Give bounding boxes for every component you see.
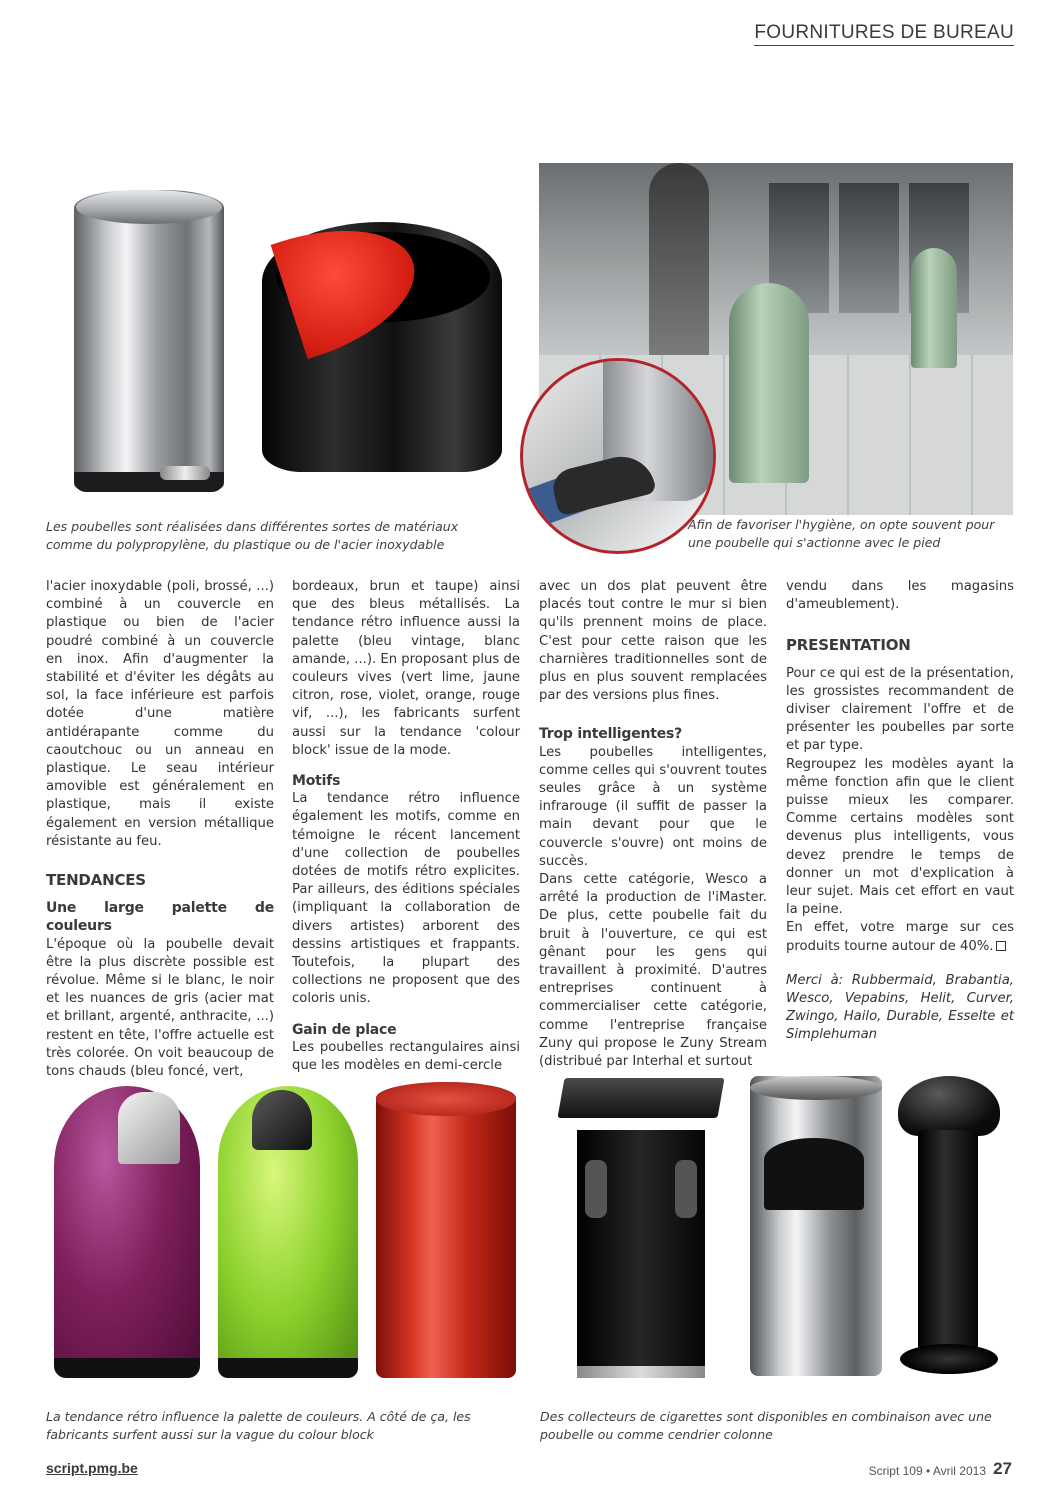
green-dome-bin: [729, 283, 809, 483]
column-ashtray-head: [898, 1076, 1000, 1136]
steel-bin-pedal: [160, 466, 210, 480]
footer-website-link[interactable]: script.pmg.be: [46, 1460, 138, 1476]
paragraph-final: [786, 919, 1014, 955]
walking-person: [649, 163, 709, 363]
purple-bin-flap: [118, 1092, 180, 1164]
steel-bin-rim: [750, 1076, 882, 1100]
subheading-gain-de-place: Gain de place: [292, 1021, 397, 1038]
subheading-motifs: Motifs: [292, 773, 341, 790]
steel-bin-opening: [764, 1138, 864, 1210]
steel-bin-lid: [76, 190, 222, 224]
black-ashtray-roof: [557, 1078, 724, 1118]
caption-hygiene: Afin de favoriser l'hygiène, on opte souvent pour une poubelle qui s'actionne avec le pied: [688, 517, 995, 550]
column-ashtray: [918, 1130, 978, 1354]
subheading-palette: Une large palette de couleurs: [46, 900, 274, 935]
green-dome-bin-far: [911, 248, 957, 368]
paragraph: Regroupez les modèles ayant la même fonction afin que le client puisse mieux les comparer. Comme certains modèles sont devenus plus intelligents, vous devez prendre le temps de donner un mot d'explication à leur sujet. Mais cet effort en vaut la peine.: [786, 756, 1014, 918]
paragraph: avec un dos plat peuvent être placés tout contre le mur si bien qu'ils prennent moins de place. C'est pour cette raison que les charnières traditionnelles sont de plus en plus souvent remplacées par des versions plus fines.: [539, 579, 767, 704]
article-column-2: [292, 578, 520, 1075]
steel-bin-body: [74, 190, 224, 490]
end-mark-icon: [996, 941, 1006, 951]
foot-pedal-inset-photo: [520, 358, 716, 554]
heading-presentation: PRESENTATION: [786, 636, 911, 655]
black-square-ashtray-bin: [577, 1130, 705, 1370]
article-column-3: [539, 578, 767, 1071]
footer-issue: Script 109 • Avril 2013: [868, 1464, 986, 1478]
article-column-4: [786, 578, 1014, 1045]
steel-ashtray-bin: [750, 1076, 882, 1376]
thanks-note: Merci à: Rubbermaid, Brabantia, Wesco, Vepabins, Helit, Curver, Zwingo, Hailo, Durable, Esselte et Simplehuman: [786, 972, 1014, 1043]
paragraph: bordeaux, brun et taupe) ainsi que des bleus métallisés. La tendance rétro influence aussi la palette (bleu vintage, blanc amande, ...). En proposant plus de couleurs vives (vert lime, jaune citron, rose, violet, orange, rouge vif, ...), les fabricants surfent aussi sur la tendance 'colour block' issue de la mode.: [292, 579, 520, 758]
bin-slot: [675, 1160, 697, 1218]
heading-tendances: TENDANCES: [46, 871, 146, 890]
section-header: FOURNITURES DE BUREAU: [754, 22, 1014, 46]
paragraph-final-text: En effet, votre marge sur ces produits tourne autour de 40%.: [786, 920, 1014, 954]
paragraph: L'époque où la poubelle devait être la plus discrète possible est révolue. Même si le blanc, le noir et les nuances de gris (acier mat et brillant, argenté, anthracite, ...) restent en tête, l'offre actuelle est très colorée. On voit beaucoup de tons chauds (bleu foncé, vert,: [46, 936, 274, 1080]
lobby-window: [839, 183, 899, 313]
paragraph: l'acier inoxydable (poli, brossé, ...) combiné à un couvercle en plastique ou bien de l'acier poudré combiné à un couvercle en inox. Afin d'augmenter la stabilité et d'éviter les dégâts au sol, la face inférieure est parfois dotée d'une matière antidérapante comme du caoutchouc ou un anneau en plastique. Le seau intérieur amovible est généralement en plastique, mais il existe également en version métallique résistante au feu.: [46, 579, 274, 849]
red-cylinder-bin: [376, 1082, 516, 1378]
caption-materials: Les poubelles sont réalisées dans différentes sortes de matériaux comme du polypropylène, du plastique ou de l'acier inoxydable: [46, 519, 459, 552]
page-number: 27: [993, 1459, 1012, 1478]
caption-colours: La tendance rétro influence la palette de couleurs. A côté de ça, les fabricants surfent aussi sur la vague du colour block: [46, 1409, 471, 1442]
green-bin-flap: [252, 1090, 312, 1150]
subheading-trop-intelligentes: Trop intelligentes?: [539, 726, 683, 743]
paragraph: Dans cette catégorie, Wesco a arrêté la production de l'iMaster. De plus, cette poubelle fait du bruit à l'ouverture, ce qui est gênant pour les gens qui travaillent à proximité. D'autres entreprises continuent à commercialiser cette catégorie, comme l'entreprise française Zuny qui propose le Zuny Stream (distribué par Interhal et surtout: [539, 872, 767, 1070]
paragraph: La tendance rétro influence également les motifs, comme en témoigne le récent lancement d'une collection de poubelles dotées de motifs rétro explicites. Par ailleurs, des éditions spéciales (impliquant la collaboration de divers artistes) arborent des dessins artistiques et frappants. Toutefois, la plupart des collections ne proposent que des coloris unis.: [292, 791, 520, 1007]
paragraph: Pour ce qui est de la présentation, les grossistes recommandent de diviser clairement l'offre et de présenter les poubelles par sorte et par type.: [786, 665, 1014, 754]
paragraph: Les poubelles intelligentes, comme celles qui s'ouvrent toutes seules grâce à un système infrarouge (il suffit de passer la main devant pour que le couvercle s'ouvre) ont moins de succès.: [539, 744, 767, 869]
red-bin-top: [376, 1082, 516, 1116]
column-ashtray-base: [900, 1344, 998, 1374]
article-column-1: [46, 578, 274, 1081]
paragraph: vendu dans les magasins d'ameublement).: [786, 579, 1014, 613]
black-bin-steel-base: [577, 1366, 705, 1378]
bin-slot: [585, 1160, 607, 1218]
caption-ashtrays: Des collecteurs de cigarettes sont disponibles en combinaison avec une poubelle ou comme cendrier colonne: [540, 1409, 992, 1442]
paragraph: Les poubelles rectangulaires ainsi que les modèles en demi-cercle: [292, 1039, 520, 1074]
green-bin-base: [218, 1358, 358, 1378]
purple-bin-base: [54, 1358, 200, 1378]
